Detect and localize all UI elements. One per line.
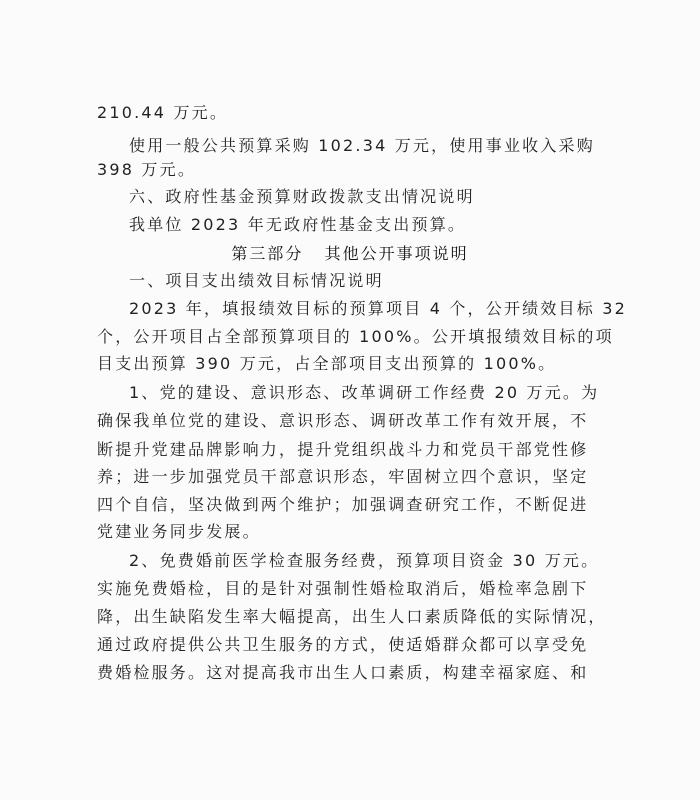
text-line: 通过政府提供公共卫生服务的方式，使适婚群众都可以享受免 — [97, 635, 589, 654]
text-line: 目支出预算 390 万元，占全部项目支出预算的 100%。 — [97, 354, 557, 373]
text-line: 398 万元。 — [97, 160, 197, 179]
text-line: 实施免费婚检，目的是针对强制性婚检取消后，婚检率急剧下 — [97, 579, 589, 598]
text-line: 2023 年，填报绩效目标的预算项目 4 个，公开绩效目标 32 — [129, 299, 628, 318]
text-line: 使用一般公共预算采购 102.34 万元，使用事业收入采购 — [129, 136, 595, 155]
text-line: 我单位 2023 年无政府性基金支出预算。 — [129, 215, 467, 234]
text-line: 断提升党建品牌影响力，提升党组织战斗力和党员干部党性修 — [97, 440, 589, 459]
text-line: 个，公开项目占全部预算项目的 100%。公开填报绩效目标的项 — [97, 327, 614, 346]
text-line: 一、项目支出绩效目标情况说明 — [129, 271, 384, 290]
text-line: 1、党的建设、意识形态、改革调研工作经费 20 万元。为 — [129, 383, 600, 402]
section-heading: 第三部分 其他公开事项说明 — [231, 244, 469, 263]
text-line: 确保我单位党的建设、意识形态、调研改革工作有效开展，不 — [97, 411, 589, 430]
text-line: 210.44 万元。 — [97, 103, 229, 122]
text-line: 六、政府性基金预算财政拨款支出情况说明 — [129, 187, 475, 206]
text-line: 四个自信，坚决做到两个维护；加强调查研究工作，不断促进 — [97, 495, 589, 514]
text-line: 党建业务同步发展。 — [97, 522, 261, 541]
text-line: 2、免费婚前医学检查服务经费，预算项目资金 30 万元。 — [129, 551, 600, 570]
text-line: 养；进一步加强党员干部意识形态，牢固树立四个意识，坚定 — [97, 467, 589, 486]
text-line: 降，出生缺陷发生率大幅提高，出生人口素质降低的实际情况， — [97, 607, 607, 626]
text-line: 费婚检服务。这对提高我市出生人口素质，构建幸福家庭、和 — [97, 663, 589, 682]
